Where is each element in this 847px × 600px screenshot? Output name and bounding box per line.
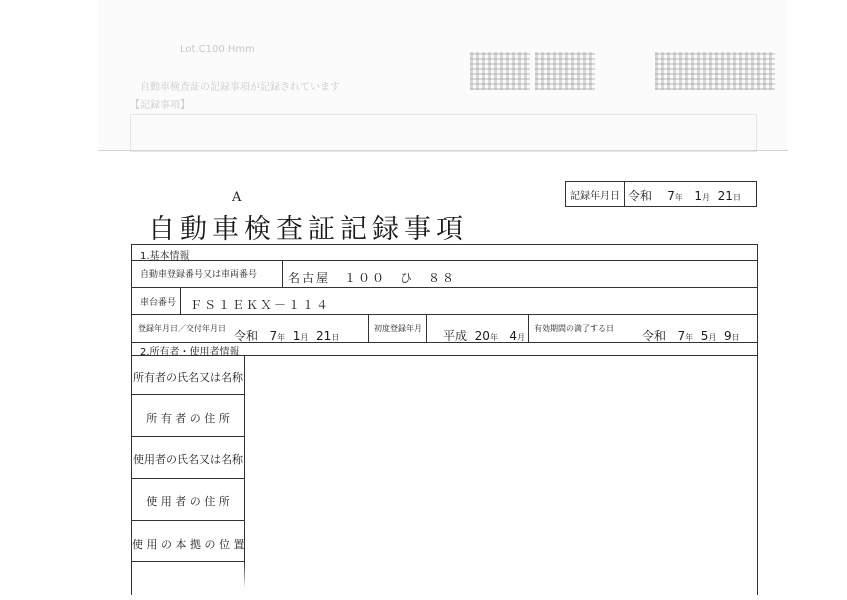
user-name-label: 使用者の氏名又は名称 (133, 453, 243, 466)
qr-code-4 (715, 52, 775, 90)
section-owner-user-info: 2.所有者・使用者情報 (140, 347, 240, 358)
expiry-date-label: 有効期間の満了する日 (534, 324, 614, 333)
section-basic-info: 1.基本情報 (140, 251, 190, 262)
registration-date-value: 令和 7年 1月 21日 (234, 329, 340, 343)
background-box (130, 114, 757, 152)
qr-code-1 (470, 52, 530, 90)
chassis-number-label: 車台番号 (140, 298, 177, 308)
record-date-label: 記録年月日 (566, 182, 625, 206)
qr-code-2 (535, 52, 595, 90)
first-registration-value: 平成 20年 4月 (443, 329, 526, 343)
background-text-1: Lot.C100 Hmm (180, 44, 255, 55)
page-title: 自動車検査証記録事項 (148, 214, 468, 245)
vehicle-record-table (131, 244, 758, 595)
user-address-label: 使 用 者 の 住 所 (146, 495, 230, 508)
registration-number-label: 自動車登録番号又は車両番号 (140, 270, 258, 280)
chassis-number-value: ＦＳ１ＥＫＸ－１１４ (190, 298, 331, 312)
qr-code-3 (655, 52, 715, 90)
registration-number-value: 名古屋 １００ ひ ８８ (288, 271, 457, 285)
first-registration-label: 初度登録年月 (374, 324, 422, 333)
scan-fade (132, 563, 757, 595)
owner-name-label: 所有者の氏名又は名称 (133, 371, 243, 384)
form-corner-letter: A (232, 190, 242, 205)
sheet-edge (98, 150, 788, 151)
record-date-box (565, 181, 757, 207)
background-text-3: 【記録事項】 (130, 100, 190, 111)
base-location-label: 使 用 の 本 拠 の 位 置 (132, 538, 245, 551)
owner-address-label: 所 有 者 の 住 所 (146, 412, 230, 425)
record-date-value: 令和 7年 1月 21日 (628, 189, 741, 203)
background-text-2: 自動車検査証の記録事項が記録されています (140, 82, 340, 93)
registration-date-label: 登録年月日／交付年月日 (138, 324, 226, 333)
expiry-date-value: 令和 7年 5月 9日 (642, 329, 740, 343)
